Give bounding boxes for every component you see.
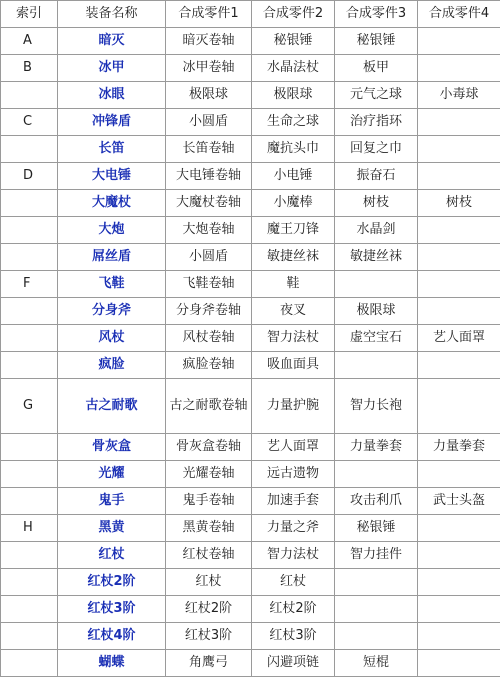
part3-cell: 力量拳套 xyxy=(335,434,418,461)
row-index-cell xyxy=(1,244,58,271)
header-row xyxy=(1,1,500,28)
equipment-name-cell: 长笛 xyxy=(58,136,166,163)
row-index-cell xyxy=(1,190,58,217)
part2-cell: 智力法杖 xyxy=(252,325,335,352)
row-index-cell xyxy=(1,82,58,109)
equipment-name-cell: 红杖 xyxy=(58,542,166,569)
equipment-name-cell: 暗灭 xyxy=(58,28,166,55)
part4-cell xyxy=(418,55,500,82)
equipment-name-cell: 大魔杖 xyxy=(58,190,166,217)
part2-cell: 魔王刀锋 xyxy=(252,217,335,244)
part4-cell xyxy=(418,271,500,298)
equipment-name-cell: 蝴蝶 xyxy=(58,650,166,677)
row-index-cell xyxy=(1,569,58,596)
part2-cell: 红杖 xyxy=(252,569,335,596)
table-row xyxy=(1,136,500,163)
part1-cell: 角鹰弓 xyxy=(166,650,252,677)
part2-cell: 艺人面罩 xyxy=(252,434,335,461)
part1-cell: 飞鞋卷轴 xyxy=(166,271,252,298)
row-index-cell xyxy=(1,352,58,379)
part2-cell: 吸血面具 xyxy=(252,352,335,379)
part2-cell: 生命之球 xyxy=(252,109,335,136)
part2-cell: 力量之斧 xyxy=(252,515,335,542)
row-index-cell: G xyxy=(1,379,58,434)
part2-cell: 红杖3阶 xyxy=(252,623,335,650)
part1-cell: 小圆盾 xyxy=(166,109,252,136)
part3-cell: 回复之巾 xyxy=(335,136,418,163)
row-index-cell: C xyxy=(1,109,58,136)
part2-cell: 水晶法杖 xyxy=(252,55,335,82)
part1-cell: 小圆盾 xyxy=(166,244,252,271)
part3-cell: 水晶剑 xyxy=(335,217,418,244)
part3-cell: 短棍 xyxy=(335,650,418,677)
header-part4: 合成零件4 xyxy=(418,1,500,28)
part3-cell: 振奋石 xyxy=(335,163,418,190)
equipment-name-cell: 红杖3阶 xyxy=(58,596,166,623)
part3-cell: 智力长袍 xyxy=(335,379,418,434)
header-index: 索引 xyxy=(1,1,58,28)
row-index-cell: H xyxy=(1,515,58,542)
part1-cell: 冰甲卷轴 xyxy=(166,55,252,82)
part1-cell: 鬼手卷轴 xyxy=(166,488,252,515)
row-index-cell xyxy=(1,623,58,650)
part3-cell xyxy=(335,623,418,650)
table-row xyxy=(1,596,500,623)
part1-cell: 大电锤卷轴 xyxy=(166,163,252,190)
row-index-cell: B xyxy=(1,55,58,82)
header-part3: 合成零件3 xyxy=(335,1,418,28)
table-row xyxy=(1,298,500,325)
part3-cell: 树枝 xyxy=(335,190,418,217)
part1-cell: 黑黄卷轴 xyxy=(166,515,252,542)
table-row xyxy=(1,515,500,542)
table-row xyxy=(1,28,500,55)
equipment-name-cell: 冰眼 xyxy=(58,82,166,109)
equipment-name-cell: 疯脸 xyxy=(58,352,166,379)
part3-cell xyxy=(335,596,418,623)
part1-cell: 红杖2阶 xyxy=(166,596,252,623)
equipment-name-cell: 大炮 xyxy=(58,217,166,244)
part4-cell xyxy=(418,163,500,190)
equipment-name-cell: 风杖 xyxy=(58,325,166,352)
part3-cell: 敏捷丝袜 xyxy=(335,244,418,271)
part3-cell xyxy=(335,569,418,596)
part3-cell: 智力挂件 xyxy=(335,542,418,569)
table-row xyxy=(1,569,500,596)
equipment-name-cell: 分身斧 xyxy=(58,298,166,325)
equipment-name-cell: 骨灰盒 xyxy=(58,434,166,461)
table-row xyxy=(1,352,500,379)
row-index-cell xyxy=(1,542,58,569)
part4-cell xyxy=(418,569,500,596)
row-index-cell xyxy=(1,298,58,325)
part4-cell xyxy=(418,650,500,677)
part1-cell: 风杖卷轴 xyxy=(166,325,252,352)
row-index-cell: D xyxy=(1,163,58,190)
part4-cell xyxy=(418,352,500,379)
part3-cell xyxy=(335,461,418,488)
row-index-cell: A xyxy=(1,28,58,55)
row-index-cell xyxy=(1,461,58,488)
part1-cell: 红杖 xyxy=(166,569,252,596)
table-row xyxy=(1,82,500,109)
part3-cell: 元气之球 xyxy=(335,82,418,109)
table-body xyxy=(1,28,500,677)
part2-cell: 夜叉 xyxy=(252,298,335,325)
row-index-cell xyxy=(1,596,58,623)
part3-cell: 秘银锤 xyxy=(335,515,418,542)
header-part1: 合成零件1 xyxy=(166,1,252,28)
part2-cell: 小魔棒 xyxy=(252,190,335,217)
part2-cell: 远古遗物 xyxy=(252,461,335,488)
part4-cell xyxy=(418,515,500,542)
header-name: 装备名称 xyxy=(58,1,166,28)
part3-cell xyxy=(335,271,418,298)
part1-cell: 大炮卷轴 xyxy=(166,217,252,244)
table-row xyxy=(1,379,500,434)
part4-cell xyxy=(418,596,500,623)
table-row xyxy=(1,271,500,298)
equipment-name-cell: 大电锤 xyxy=(58,163,166,190)
equipment-name-cell: 鬼手 xyxy=(58,488,166,515)
part3-cell: 攻击利爪 xyxy=(335,488,418,515)
part4-cell: 小毒球 xyxy=(418,82,500,109)
part1-cell: 红杖卷轴 xyxy=(166,542,252,569)
equipment-name-cell: 飞鞋 xyxy=(58,271,166,298)
equipment-name-cell: 屌丝盾 xyxy=(58,244,166,271)
part2-cell: 智力法杖 xyxy=(252,542,335,569)
part1-cell: 长笛卷轴 xyxy=(166,136,252,163)
part4-cell xyxy=(418,136,500,163)
part2-cell: 敏捷丝袜 xyxy=(252,244,335,271)
part4-cell xyxy=(418,109,500,136)
row-index-cell xyxy=(1,650,58,677)
row-index-cell xyxy=(1,325,58,352)
part1-cell: 光耀卷轴 xyxy=(166,461,252,488)
row-index-cell xyxy=(1,488,58,515)
part4-cell xyxy=(418,542,500,569)
row-index-cell xyxy=(1,217,58,244)
part4-cell: 树枝 xyxy=(418,190,500,217)
equipment-name-cell: 古之耐歌 xyxy=(58,379,166,434)
part4-cell xyxy=(418,244,500,271)
part1-cell: 分身斧卷轴 xyxy=(166,298,252,325)
part2-cell: 魔抗头巾 xyxy=(252,136,335,163)
table-row xyxy=(1,190,500,217)
equipment-name-cell: 红杖2阶 xyxy=(58,569,166,596)
part4-cell xyxy=(418,217,500,244)
part3-cell: 治疗指环 xyxy=(335,109,418,136)
part1-cell: 红杖3阶 xyxy=(166,623,252,650)
part1-cell: 极限球 xyxy=(166,82,252,109)
part4-cell xyxy=(418,379,500,434)
row-index-cell xyxy=(1,136,58,163)
part2-cell: 小电锤 xyxy=(252,163,335,190)
part2-cell: 红杖2阶 xyxy=(252,596,335,623)
table-row xyxy=(1,217,500,244)
table-row xyxy=(1,623,500,650)
part3-cell: 极限球 xyxy=(335,298,418,325)
part4-cell xyxy=(418,461,500,488)
part4-cell: 武士头盔 xyxy=(418,488,500,515)
part3-cell: 虚空宝石 xyxy=(335,325,418,352)
part4-cell: 力量拳套 xyxy=(418,434,500,461)
part4-cell xyxy=(418,298,500,325)
table-row xyxy=(1,461,500,488)
part2-cell: 加速手套 xyxy=(252,488,335,515)
equipment-name-cell: 光耀 xyxy=(58,461,166,488)
part1-cell: 古之耐歌卷轴 xyxy=(166,379,252,434)
table-row xyxy=(1,244,500,271)
part1-cell: 暗灭卷轴 xyxy=(166,28,252,55)
part3-cell: 板甲 xyxy=(335,55,418,82)
equipment-name-cell: 红杖4阶 xyxy=(58,623,166,650)
part2-cell: 力量护腕 xyxy=(252,379,335,434)
row-index-cell: F xyxy=(1,271,58,298)
equipment-name-cell: 冲锋盾 xyxy=(58,109,166,136)
equipment-name-cell: 黑黄 xyxy=(58,515,166,542)
table-row xyxy=(1,163,500,190)
table-row xyxy=(1,542,500,569)
table-row xyxy=(1,488,500,515)
part1-cell: 大魔杖卷轴 xyxy=(166,190,252,217)
part2-cell: 极限球 xyxy=(252,82,335,109)
table-row xyxy=(1,650,500,677)
part2-cell: 秘银锤 xyxy=(252,28,335,55)
row-index-cell xyxy=(1,434,58,461)
table-row xyxy=(1,434,500,461)
part4-cell: 艺人面罩 xyxy=(418,325,500,352)
table-row xyxy=(1,325,500,352)
header-part2: 合成零件2 xyxy=(252,1,335,28)
part1-cell: 疯脸卷轴 xyxy=(166,352,252,379)
table-row xyxy=(1,109,500,136)
part3-cell xyxy=(335,352,418,379)
part2-cell: 鞋 xyxy=(252,271,335,298)
part2-cell: 闪避项链 xyxy=(252,650,335,677)
equipment-name-cell: 冰甲 xyxy=(58,55,166,82)
part4-cell xyxy=(418,623,500,650)
table-row xyxy=(1,55,500,82)
part3-cell: 秘银锤 xyxy=(335,28,418,55)
part1-cell: 骨灰盒卷轴 xyxy=(166,434,252,461)
part4-cell xyxy=(418,28,500,55)
